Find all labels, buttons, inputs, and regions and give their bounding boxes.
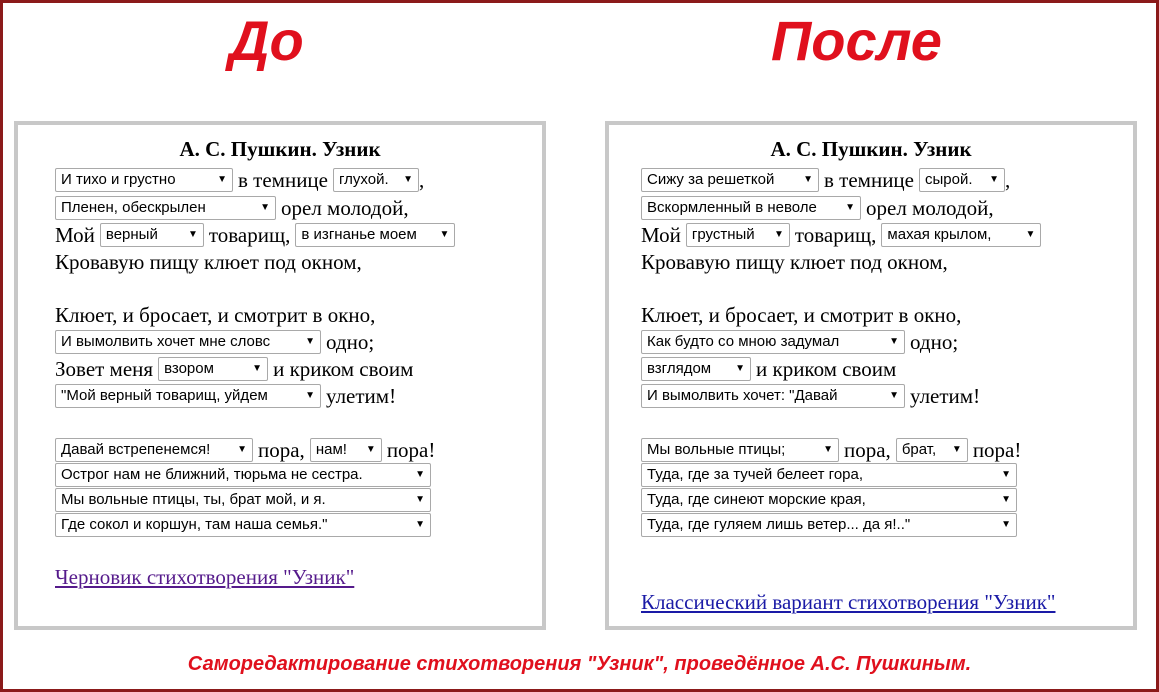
before-l8-text: улетим! — [326, 383, 397, 408]
after-line-8 — [641, 383, 980, 409]
after-line-9 — [641, 437, 1021, 463]
before-select-l9a[interactable]: Давай встрепенемся! ▼ — [55, 438, 253, 462]
dropdown-arrow-icon: ▼ — [415, 469, 425, 480]
after-select-l9a[interactable]: Мы вольные птицы; ▼ — [641, 438, 839, 462]
after-select-l12[interactable]: Туда, где гуляем лишь ветер... да я!.." ▼ — [641, 513, 1017, 537]
dropdown-arrow-icon: ▼ — [260, 202, 270, 213]
after-l1-tail: , — [1005, 167, 1011, 192]
after-l2-text: орел молодой, — [866, 195, 994, 220]
caption: Саморедактирование стихотворения "Узник", проведённое А.С. Пушкиным. — [187, 653, 972, 675]
before-l9-text1: пора, — [258, 437, 305, 462]
dropdown-arrow-icon: ▼ — [1025, 229, 1036, 240]
after-select-l11[interactable]: Туда, где синеют морские края, ▼ — [641, 488, 1017, 512]
after-select-l3b[interactable]: махая крылом, ▼ — [881, 223, 1041, 247]
dropdown-arrow-icon: ▼ — [1001, 469, 1011, 480]
after-line-12 — [641, 512, 1017, 538]
before-line-7 — [55, 356, 413, 382]
before-line-11 — [55, 487, 431, 513]
before-heading: До — [229, 9, 304, 72]
after-line-1 — [641, 167, 1010, 193]
before-select-l12[interactable]: Где сокол и коршун, там наша семья." ▼ — [55, 513, 431, 537]
before-line-4: Кровавую пищу клюет под окном, — [55, 249, 362, 274]
after-l1-text: в темнице — [824, 167, 914, 192]
before-line-5: Клюет, и бросает, и смотрит в окно, — [55, 302, 376, 327]
after-select-l1b[interactable]: сырой. ▼ — [919, 168, 1005, 192]
after-line-2 — [641, 195, 994, 221]
before-line-12 — [55, 512, 431, 538]
dropdown-arrow-icon: ▼ — [989, 174, 999, 185]
after-l6-text: одно; — [910, 329, 959, 354]
before-l1-text: в темнице — [238, 167, 328, 192]
after-l9-text1: пора, — [844, 437, 891, 462]
after-l8-text: улетим! — [910, 383, 981, 408]
before-l1-tail: , — [419, 167, 425, 192]
dropdown-arrow-icon: ▼ — [403, 174, 413, 185]
after-l9-text2: пора! — [972, 437, 1022, 462]
before-l2-text: орел молодой, — [281, 195, 409, 220]
before-select-l6[interactable]: И вымолвить хочет мне словс ▼ — [55, 330, 321, 354]
after-line-10 — [641, 462, 1017, 488]
before-line-8 — [55, 383, 396, 409]
before-select-l1b[interactable]: глухой. ▼ — [333, 168, 419, 192]
after-poem-title: А. С. Пушкин. Узник — [770, 137, 972, 161]
dropdown-arrow-icon: ▼ — [439, 229, 450, 240]
before-line-10 — [55, 462, 431, 488]
dropdown-arrow-icon: ▼ — [773, 229, 784, 240]
draft-link[interactable]: Черновик стихотворения "Узник" — [55, 565, 355, 589]
dropdown-arrow-icon: ▼ — [803, 174, 813, 185]
after-select-l1a[interactable]: Сижу за решеткой ▼ — [641, 168, 819, 192]
before-select-l2[interactable]: Пленен, обескрылен ▼ — [55, 196, 276, 220]
classic-link[interactable]: Классический вариант стихотворения "Узник" — [641, 590, 1056, 614]
before-l6-text: одно; — [326, 329, 375, 354]
before-select-l9b[interactable]: нам! ▼ — [310, 438, 382, 462]
before-select-l11[interactable]: Мы вольные птицы, ты, брат мой, и я. ▼ — [55, 488, 431, 512]
after-line-6 — [641, 329, 958, 355]
dropdown-arrow-icon: ▼ — [889, 390, 899, 401]
before-select-l3b[interactable]: в изгнанье моем ▼ — [295, 223, 455, 247]
before-l3-pre: Мой — [55, 222, 95, 247]
after-line-3 — [641, 222, 1041, 248]
after-l3-text: товарищ, — [794, 222, 877, 247]
after-select-l2[interactable]: Вскормленный в неволе ▼ — [641, 196, 861, 220]
dropdown-arrow-icon: ▼ — [305, 390, 315, 401]
dropdown-arrow-icon: ▼ — [845, 202, 855, 213]
after-select-l3a[interactable]: грустный ▼ — [686, 223, 790, 247]
before-l7-text: и криком своим — [273, 356, 414, 381]
after-line-7 — [641, 356, 896, 382]
after-select-l9b[interactable]: брат, ▼ — [896, 438, 968, 462]
before-select-l7[interactable]: взором ▼ — [158, 357, 268, 381]
dropdown-arrow-icon: ▼ — [1001, 519, 1011, 530]
dropdown-arrow-icon: ▼ — [415, 494, 425, 505]
dropdown-arrow-icon: ▼ — [735, 363, 745, 374]
dropdown-arrow-icon: ▼ — [889, 336, 899, 347]
before-select-l10[interactable]: Острог нам не ближний, тюрьма не сестра. ▼ — [55, 463, 431, 487]
before-l3-text: товарищ, — [208, 222, 291, 247]
dropdown-arrow-icon: ▼ — [951, 444, 962, 455]
after-select-l8[interactable]: И вымолвить хочет: "Давай ▼ — [641, 384, 905, 408]
after-select-l10[interactable]: Туда, где за тучей белеет гора, ▼ — [641, 463, 1017, 487]
before-select-l3a[interactable]: верный ▼ — [100, 223, 204, 247]
before-line-3 — [55, 222, 455, 248]
before-line-9 — [55, 437, 435, 463]
after-line-11 — [641, 487, 1017, 513]
dropdown-arrow-icon: ▼ — [217, 174, 227, 185]
after-l3-pre: Мой — [641, 222, 681, 247]
before-poem-title: А. С. Пушкин. Узник — [179, 137, 381, 161]
after-line-4: Кровавую пищу клюет под окном, — [641, 249, 948, 274]
dropdown-arrow-icon: ▼ — [237, 444, 247, 455]
dropdown-arrow-icon: ▼ — [252, 363, 263, 374]
after-select-l6[interactable]: Как будто со мною задумал ▼ — [641, 330, 905, 354]
before-l7-pre: Зовет меня — [55, 356, 154, 381]
before-line-2 — [55, 195, 409, 221]
before-select-l1a[interactable]: И тихо и грустно ▼ — [55, 168, 233, 192]
dropdown-arrow-icon: ▼ — [365, 444, 376, 455]
before-line-1 — [55, 167, 424, 193]
after-line-5: Клюет, и бросает, и смотрит в окно, — [641, 302, 962, 327]
after-l7-text: и криком своим — [756, 356, 897, 381]
before-line-6 — [55, 329, 374, 355]
after-heading: После — [771, 9, 942, 72]
after-select-l7[interactable]: взглядом ▼ — [641, 357, 751, 381]
before-select-l8[interactable]: "Мой верный товарищ, уйдем ▼ — [55, 384, 321, 408]
before-panel — [14, 121, 546, 630]
dropdown-arrow-icon: ▼ — [305, 336, 315, 347]
dropdown-arrow-icon: ▼ — [823, 444, 833, 455]
before-l9-text2: пора! — [386, 437, 436, 462]
dropdown-arrow-icon: ▼ — [1001, 494, 1011, 505]
after-panel — [605, 121, 1137, 630]
dropdown-arrow-icon: ▼ — [415, 519, 425, 530]
dropdown-arrow-icon: ▼ — [187, 229, 198, 240]
